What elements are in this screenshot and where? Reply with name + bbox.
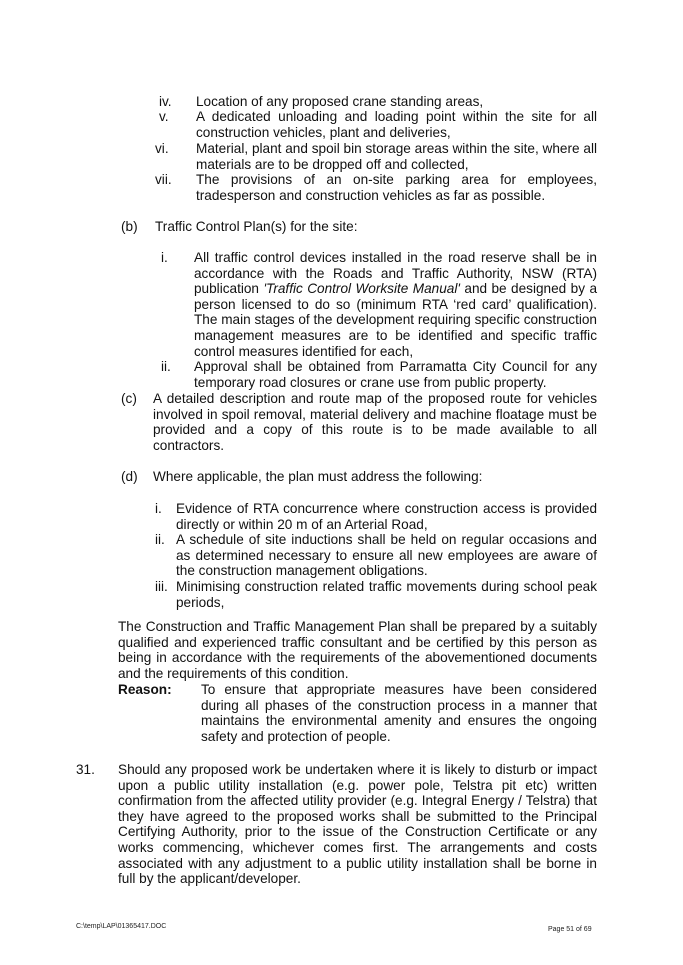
list-b-item-i-text-a: All traffic control devices installed in the road reserve shall be in accordance with the Roads and Traffic Authority, NSW (RTA) publication [194, 250, 597, 297]
item-c-text: A detailed description and route map of the proposed route for vehicles involved in spoil removal, material delivery and machine floatage must be provided and a copy of this route is to be made available to all contractors. [153, 391, 597, 453]
item-d-label: (d) [121, 469, 138, 484]
list-d-num-iii: iii. [155, 579, 168, 594]
closing-paragraph: The Construction and Traffic Management Plan shall be prepared by a suitably qualified and experienced traffic consultant and be certified by this person as being in accordance with the requirements of the abovementioned documents and the requirements of this condition. [118, 619, 597, 681]
footer-file-path: C:\temp\LAP\01365417.DOC [76, 923, 167, 930]
item-b-label: (b) [121, 219, 138, 234]
list-b-num-i: i. [161, 250, 168, 265]
list-a-num-vi: vi. [155, 141, 169, 156]
list-b-item-i [194, 250, 597, 359]
manual-title: 'Traffic Control Worksite Manual' [263, 281, 460, 297]
footer-page-number: Page 51 of 69 [548, 926, 592, 933]
reason-label: Reason: [118, 682, 172, 697]
list-a-num-iv: iv. [159, 94, 172, 109]
list-d-item-ii: A schedule of site inductions shall be held on regular occasions and as determined necessary to ensure all new employees are aware of the construction management obligations. [176, 532, 597, 579]
item-d-text: Where applicable, the plan must address the following: [153, 469, 483, 484]
list-b-num-ii: ii. [161, 359, 171, 374]
condition-number: 31. [76, 762, 95, 777]
item-c-label: (c) [121, 391, 137, 406]
list-a-item-iv: Location of any proposed crane standing areas, [196, 94, 484, 109]
item-b-text: Traffic Control Plan(s) for the site: [155, 219, 358, 234]
list-a-num-v: v. [159, 109, 169, 124]
list-a-item-vi: Material, plant and spoil bin storage areas within the site, where all materials are to be dropped off and collected, [196, 141, 597, 172]
list-d-item-iii: Minimising construction related traffic movements during school peak periods, [176, 579, 597, 610]
list-b-item-i-text-b: and be designed by a person licensed to do so (minimum RTA ‘red card’ qualification). The main stages of the development requiring specific construction management measures are to be identified and specific traffic control measures identified for each, [194, 281, 598, 359]
list-a-item-vii: The provisions of an on-site parking area for employees, tradesperson and construction vehicles as far as possible. [196, 172, 597, 203]
list-a-num-vii: vii. [155, 172, 172, 187]
list-b-item-ii: Approval shall be obtained from Parramatta City Council for any temporary road closures or crane use from public property. [194, 359, 597, 390]
list-d-item-i: Evidence of RTA concurrence where construction access is provided directly or within 20 m of an Arterial Road, [176, 501, 597, 532]
list-a-item-v: A dedicated unloading and loading point within the site for all construction vehicles, plant and deliveries, [196, 109, 597, 140]
condition-31-text: Should any proposed work be undertaken where it is likely to disturb or impact upon a public utility installation (e.g. power pole, Telstra pit etc) written confirmation from the affected utility provider (e.g. Integral Energy / Telstra) that they have agreed to the proposed works shall be submitted to the Principal Certifying Authority, prior to the issue of the Construction Certificate or any works commencing, whichever comes first. The arrangements and costs associated with any adjustment to a public utility installation shall be borne in full by the applicant/developer. [118, 762, 597, 887]
list-d-num-ii: ii. [155, 532, 165, 547]
list-d-num-i: i. [155, 501, 162, 516]
reason-text: To ensure that appropriate measures have been considered during all phases of the construction process in a manner that maintains the environmental amenity and ensures the ongoing safety and protection of people. [201, 682, 597, 744]
